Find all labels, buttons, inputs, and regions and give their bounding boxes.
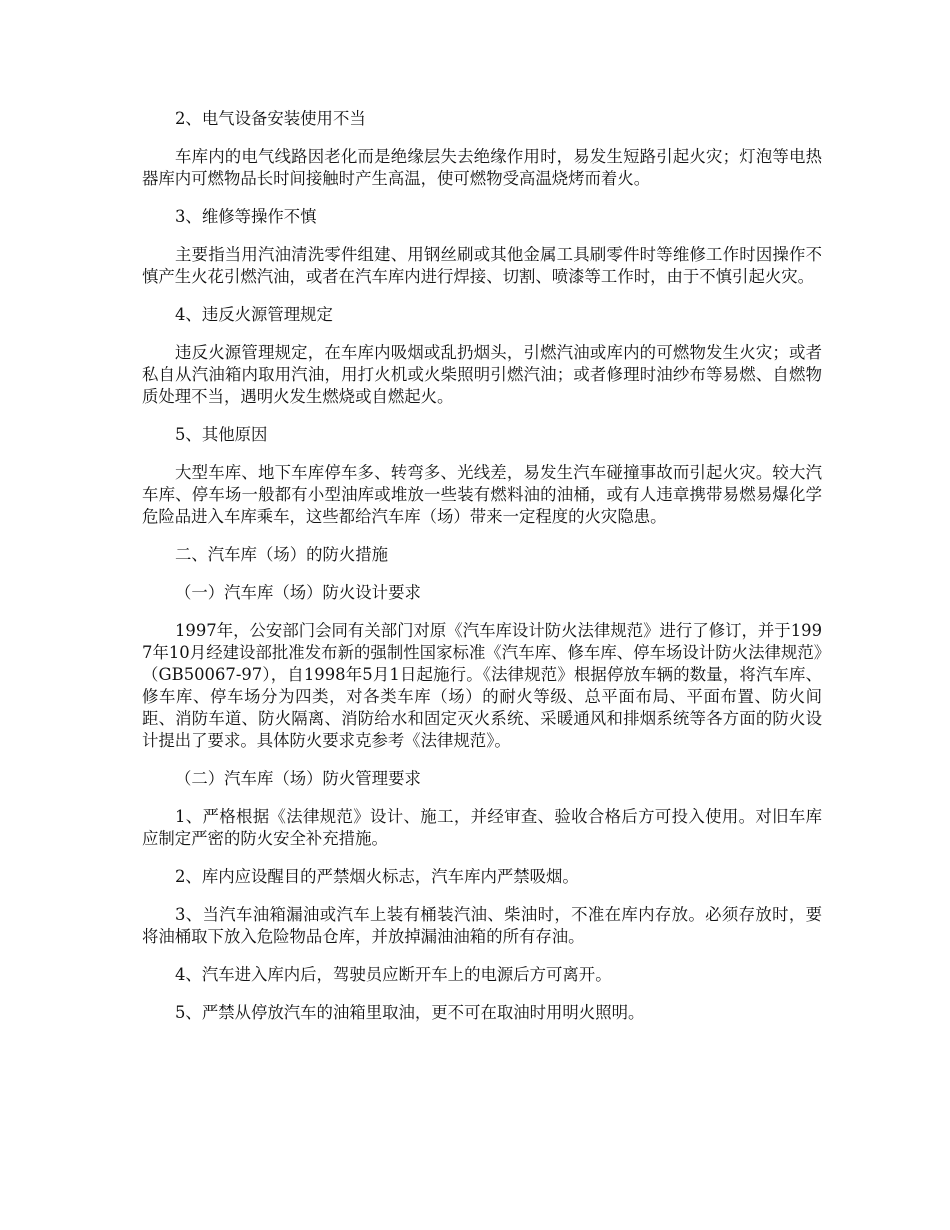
document-page bbox=[142, 108, 822, 1040]
subsection-heading-design: （一）汽车库（场）防火设计要求 bbox=[175, 583, 421, 602]
list-item-management-3: 3、当汽车油箱漏油或汽车上装有桶装汽油、柴油时，不准在库内存放。必须存放时，要将油桶取下放入危险物品仓库，并放掉漏油油箱的所有存油。 bbox=[142, 905, 822, 946]
list-item-management-1: 1、严格根据《法律规范》设计、施工，并经审查、验收合格后方可投入使用。对旧车库应制定严密的防火安全补充措施。 bbox=[142, 807, 822, 848]
list-item-management-5: 5、严禁从停放汽车的油箱里取油，更不可在取油时用明火照明。 bbox=[175, 1003, 645, 1022]
section-heading-fire-source: 4、违反火源管理规定 bbox=[175, 305, 333, 324]
section-heading-other: 5、其他原因 bbox=[175, 425, 268, 444]
section-heading-maintenance: 3、维修等操作不慎 bbox=[175, 207, 317, 226]
section-heading-electrical: 2、电气设备安装使用不当 bbox=[175, 109, 366, 128]
paragraph-maintenance: 主要指当用汽油清洗零件组建、用钢丝刷或其他金属工具刷零件时等维修工作时因操作不慎产生火花引燃汽油，或者在汽车库内进行焊接、切割、喷漆等工作时，由于不慎引起火灾。 bbox=[142, 245, 822, 286]
list-item-management-2: 2、库内应设醒目的严禁烟火标志，汽车库内严禁吸烟。 bbox=[175, 867, 579, 886]
subsection-heading-management: （二）汽车库（场）防火管理要求 bbox=[175, 769, 421, 788]
paragraph-fire-source: 违反火源管理规定，在车库内吸烟或乱扔烟头，引燃汽油或库内的可燃物发生火灾；或者私自从汽油箱内取用汽油，用打火机或火柴照明引燃汽油；或者修理时油纱布等易燃、自燃物质处理不当，遇明火发生燃烧或自燃起火。 bbox=[142, 343, 822, 406]
paragraph-other: 大型车库、地下车库停车多、转弯多、光线差，易发生汽车碰撞事故而引起火灾。较大汽车库、停车场一般都有小型油库或堆放一些装有燃料油的油桶，或有人违章携带易燃易爆化学危险品进入车库乘车，这些都给汽车库（场）带来一定程度的火灾隐患。 bbox=[142, 463, 822, 526]
chapter-heading-measures: 二、汽车库（场）的防火措施 bbox=[175, 545, 389, 564]
list-item-management-4: 4、汽车进入库内后，驾驶员应断开车上的电源后方可离开。 bbox=[175, 965, 612, 984]
paragraph-design: 1997年，公安部门会同有关部门对原《汽车库设计防火法律规范》进行了修订，并于1997年10月经建设部批准发布新的强制性国家标准《汽车库、修车库、停车场设计防火法律规范》（GB50067-97），自1998年5月1日起施行。《法律规范》根据停放车辆的数量，将汽车库、修车库、停车场分为四类，对各类车库（场）的耐火等级、总平面布局、平面布置、防火间距、消防车道、防火隔离、消防给水和固定灭火系统、采暖通风和排烟系统等各方面的防火设计提出了要求。具体防火要求克参考《法律规范》。 bbox=[142, 621, 822, 750]
paragraph-electrical: 车库内的电气线路因老化而是绝缘层失去绝缘作用时，易发生短路引起火灾；灯泡等电热器库内可燃物品长时间接触时产生高温，使可燃物受高温烧烤而着火。 bbox=[142, 147, 822, 188]
